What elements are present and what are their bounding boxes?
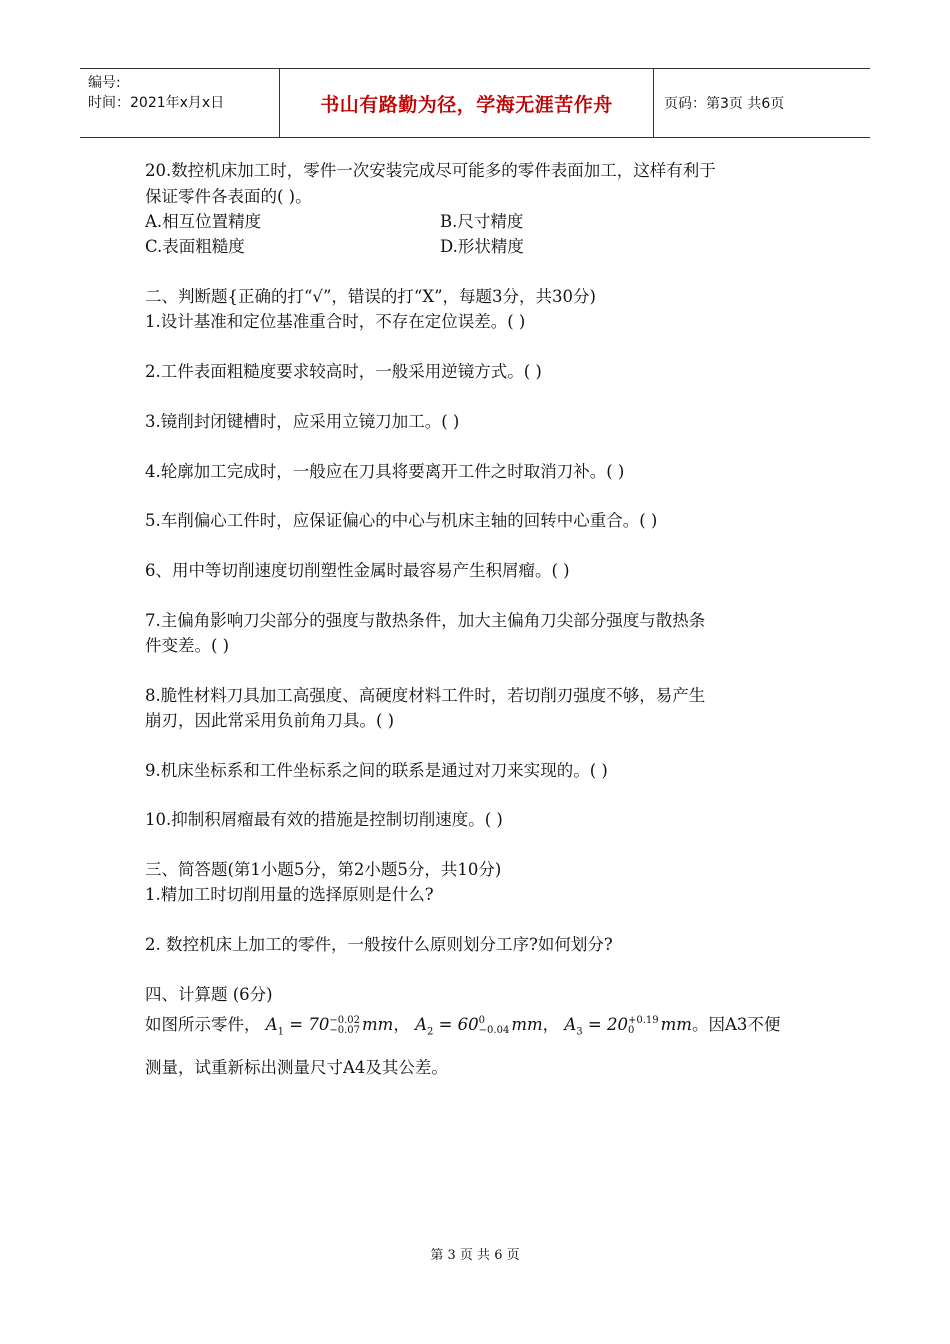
judge-item-4: 4.轮廓加工完成时，一般应在刀具将要离开工件之时取消刀补。( ) [145,462,625,481]
q20-line1: 20.数控机床加工时，零件一次安装完成尽可能多的零件表面加工，这样有利于 [145,161,716,180]
page-footer: 第 3 页 共 6 页 [430,1248,520,1263]
calc-tail: 。因A3不便 [691,1015,781,1034]
judge-item-8-line2: 崩刃，因此常采用负前角刀具。( ) [145,711,395,730]
section3-title: 三、简答题(第1小题5分，第2小题5分，共10分) [145,860,502,879]
judge-item-7-line2: 件变差。( ) [145,636,230,655]
short-answer-1: 1.精加工时切削用量的选择原则是什么? [145,885,434,904]
judge-item-5: 5.车削偏心工件时，应保证偏心的中心与机床主轴的回转中心重合。( ) [145,511,658,530]
judge-item-10: 10.抑制积屑瘤最有效的措施是控制切削速度。( ) [145,810,503,829]
date-label: 时间：2021年x月x日 [88,95,225,111]
formula-a1: $A_1 = 70$ −0.02 −0.07 mm [265,1014,394,1038]
section4-title: 四、计算题 (6分) [145,985,273,1004]
tolerance-a1: −0.02 −0.07 [329,1014,361,1036]
calc-intro: 如图所示零件， [145,1015,261,1034]
judge-item-9: 9.机床坐标系和工件坐标系之间的联系是通过对刀来实现的。( ) [145,761,608,780]
tolerance-a2: 0 −0.04 [478,1014,510,1036]
judge-item-6: 6、用中等切削速度切削塑性金属时最容易产生积屑瘤。( ) [145,561,570,580]
judge-item-3: 3.镜削封闭键槽时，应采用立镜刀加工。( ) [145,412,460,431]
q20-option-a: A.相互位置精度 [145,212,262,231]
short-answer-2: 2. 数控机床上加工的零件，一般按什么原则划分工序?如何划分? [145,935,613,954]
q20-line2: 保证零件各表面的( )。 [145,187,312,206]
motto: 书山有路勤为径，学海无涯苦作舟 [320,93,613,116]
header-motto-cell [280,69,654,137]
tolerance-a3: +0.19 0 [627,1014,659,1036]
q20-option-c: C.表面粗糙度 [145,237,245,256]
q20-option-d: D.形状精度 [440,237,524,256]
formula-a2: $A_2 = 60$ 0 −0.04 mm [415,1014,543,1038]
calc-question-line1: 如图所示零件， $A_1 = 70$ −0.02 −0.07 mm， $A_2 = 60$ 0 −0.04 mm， $A_3 = 20$ +0.19 0 mm。因A3不便 [145,1014,781,1038]
judge-item-1: 1.设计基准和定位基准重合时，不存在定位误差。( ) [145,312,526,331]
serial-label: 编号: [88,75,121,91]
judge-item-2: 2.工件表面粗糙度要求较高时，一般采用逆镜方式。( ) [145,362,542,381]
calc-question-line2: 测量，试重新标出测量尺寸A4及其公差。 [145,1058,448,1077]
page-header [80,68,870,138]
formula-a3: $A_3 = 20$ +0.19 0 mm [564,1014,692,1038]
header-left-cell [80,69,280,137]
q20-option-b: B.尺寸精度 [440,212,524,231]
page-info: 页码：第3页 共6页 [664,96,785,112]
section2-title: 二、判断题{正确的打“√”，错误的打“X”，每题3分，共30分) [145,287,596,306]
judge-item-8-line1: 8.脆性材料刀具加工高强度、高硬度材料工件时，若切削刃强度不够，易产生 [145,686,706,705]
judge-item-7-line1: 7.主偏角影响刀尖部分的强度与散热条件，加大主偏角刀尖部分强度与散热条 [145,611,706,630]
